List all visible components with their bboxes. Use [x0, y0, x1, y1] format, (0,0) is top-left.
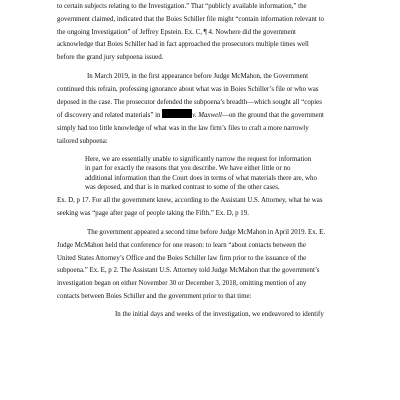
text-line: government claimed, indicated that the Boies Schiller file might “contain information relevant to [57, 15, 324, 23]
quote-line: additional information than the Court does in terms of what materials there are, who [85, 174, 317, 182]
text-line: Ex. D, p 17. For all the government knew, according to the Assistant U.S. Attorney, what he was [57, 197, 323, 205]
text-line: Judge McMahon held that conference for one reason: to learn “about contacts between the [57, 241, 306, 249]
text-line: before the grand jury subpoena issued. [57, 54, 164, 62]
text-line: contacts between Boies Schiller and the government prior to that time: [57, 292, 252, 300]
text-line: the ongoing Investigation” of Jeffrey Epstein. Ex. C, ¶ 4. Nowhere did the government [57, 28, 296, 36]
quote-line: was deposed, and that is in marked contrast to some of the other cases. [85, 183, 280, 191]
text-line: of discovery and related materials” in [57, 112, 161, 120]
quote-line: Here, we are essentially unable to significantly narrow the request for information [85, 155, 312, 163]
text-line: —on the ground that the government [221, 112, 324, 120]
paragraph-2 [57, 71, 357, 149]
text-line: United States Attorney’s Office and the Boies Schiller law firm prior to the issuance of the [57, 254, 307, 262]
text-line: seeking was “page after page of people taking the Fifth.” Ex. D, p 19. [57, 210, 249, 218]
text-line: continued this refrain, professing ignorance about what was in Boies Schiller’s file or who was [57, 85, 319, 93]
text-line: to certain subjects relating to the Investigation.” That “publicly available information,” the [57, 3, 307, 10]
block-quote-2 [85, 310, 345, 319]
quote-line: In the initial days and weeks of the investigation, we endeavored to identify [115, 310, 324, 318]
quote-line: in part for exactly the reasons that you describe. We have either little or no [85, 165, 291, 173]
paragraph-1 [57, 1, 357, 65]
case-name-italic: v. Maxwell [192, 112, 222, 120]
text-line: acknowledge that Boies Schiller had in fact approached the prosecutors multiple times well [57, 41, 309, 49]
text-line: tailored subpoena: [57, 137, 108, 145]
text-line: simply had too little knowledge of what was in the law firm’s files to craft a more narrowly [57, 125, 309, 133]
paragraph-4 [57, 227, 357, 304]
paragraph-3 [57, 195, 357, 221]
text-line: In March 2019, in the first appearance before Judge McMahon, the Government [87, 72, 308, 80]
text-line: deposed in the case. The prosecutor defended the subpoena’s breadth—which sought all “copies [57, 98, 322, 106]
document-body [57, 0, 357, 319]
block-quote-1 [85, 155, 345, 193]
text-line: The government appeared a second time before Judge McMahon in April 2019. Ex. E. [87, 228, 326, 236]
text-line: subpoena.” Ex. E, p 2. The Assistant U.S. Attorney told Judge McMahon that the government’s [57, 267, 320, 275]
redaction-box [162, 109, 192, 118]
text-line: investigation began on either November 30 or December 3, 2018, omitting mention of any [57, 280, 307, 288]
